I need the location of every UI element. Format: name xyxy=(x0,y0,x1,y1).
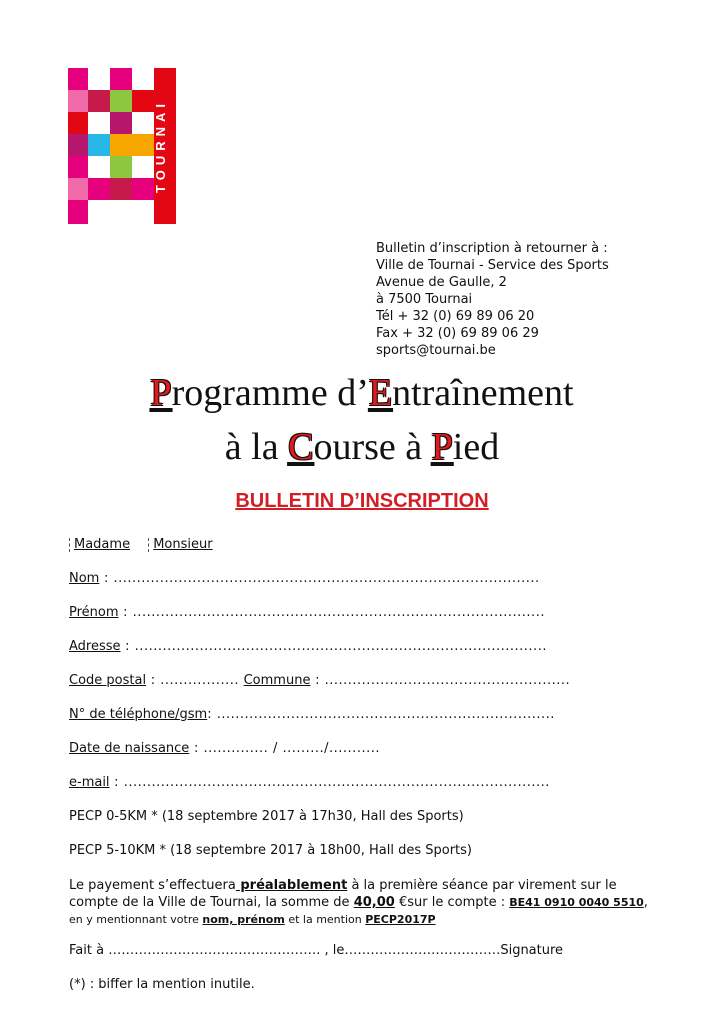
payment-emphasis: nom, prénom xyxy=(202,913,285,926)
telephone-dots[interactable]: : ......................................................................... xyxy=(207,707,555,722)
title-line-1 xyxy=(0,366,724,420)
email-field[interactable] xyxy=(69,775,629,790)
adresse-label: Adresse xyxy=(69,639,121,654)
title-text: ntraînement xyxy=(392,372,574,414)
title-text: ied xyxy=(452,426,500,468)
payment-info xyxy=(69,877,659,928)
address-email: sports@tournai.be xyxy=(376,343,496,358)
address-line: Tél + 32 (0) 69 89 06 20 xyxy=(376,309,535,324)
payment-reference: PECP2017P xyxy=(365,913,436,926)
payment-text: en y mentionnant votre xyxy=(69,913,203,926)
title-text: rogramme d’ xyxy=(171,372,369,414)
payment-line-2 xyxy=(69,894,659,911)
cp-label: Code postal xyxy=(69,673,147,688)
monsieur-option[interactable] xyxy=(148,537,212,552)
address-line: à 7500 Tournai xyxy=(376,292,473,307)
telephone-field[interactable] xyxy=(69,707,629,722)
payment-text: compte de la Ville de Tournai, la somme de xyxy=(69,895,354,910)
page-title xyxy=(0,366,724,474)
nom-label: Nom xyxy=(69,571,100,586)
email-label: e-mail xyxy=(69,775,110,790)
cp-commune-field[interactable] xyxy=(69,673,629,688)
civility-row xyxy=(69,537,629,552)
signature-line[interactable]: Fait à …………………………………………. , le………………………………Signature xyxy=(69,943,564,958)
form-subtitle: BULLETIN D’INSCRIPTION xyxy=(235,490,489,512)
pecp-option-1[interactable]: PECP 0-5KM * (18 septembre 2017 à 17h30, Hall des Sports) xyxy=(69,809,464,824)
logo-text: TOURNAI xyxy=(153,99,168,193)
address-line: Fax + 32 (0) 69 89 06 29 xyxy=(376,326,539,341)
commune-dots[interactable]: : ..................................................... xyxy=(310,673,571,688)
monsieur-checkbox[interactable] xyxy=(148,538,151,552)
address-block xyxy=(376,240,609,359)
nom-field[interactable] xyxy=(69,571,629,586)
payment-emphasis: préalablement xyxy=(235,878,348,893)
email-dots[interactable]: : ............................................................................................ xyxy=(109,775,550,790)
footnote: (*) : biffer la mention inutile. xyxy=(69,977,255,992)
payment-amount: 40,00 xyxy=(353,895,395,910)
title-initial: P xyxy=(150,372,172,414)
prenom-field[interactable] xyxy=(69,605,629,620)
commune-label: Commune xyxy=(243,673,311,688)
prenom-label: Prénom xyxy=(69,605,119,620)
nom-dots[interactable]: : ............................................................................................ xyxy=(99,571,540,586)
title-initial: E xyxy=(368,372,393,414)
payment-text: Le payement s’effectuera xyxy=(69,878,236,893)
madame-option[interactable] xyxy=(69,537,130,552)
address-line: Ville de Tournai - Service des Sports xyxy=(376,258,609,273)
madame-checkbox[interactable] xyxy=(69,538,72,552)
payment-line-1 xyxy=(69,877,659,894)
cp-dots[interactable]: : ................. xyxy=(146,673,244,688)
payment-text: et la mention xyxy=(284,913,366,926)
payment-account: BE41 0910 0040 5510 xyxy=(509,896,644,909)
monsieur-label: Monsieur xyxy=(153,537,213,552)
pecp-option-2[interactable]: PECP 5-10KM * (18 septembre 2017 à 18h00, Hall des Sports) xyxy=(69,843,472,858)
adresse-field[interactable] xyxy=(69,639,629,654)
title-line-2 xyxy=(0,420,724,474)
title-initial: C xyxy=(288,426,314,468)
madame-label: Madame xyxy=(74,537,131,552)
title-text: à la xyxy=(224,426,289,468)
title-text: ourse à xyxy=(313,426,432,468)
tournai-logo xyxy=(68,68,176,224)
payment-text: , xyxy=(643,895,648,910)
birthdate-dots[interactable]: : .............. / ........./........... xyxy=(189,741,380,756)
payment-text: à la première séance par virement sur le xyxy=(347,878,617,893)
address-line: Bulletin d’inscription à retourner à : xyxy=(376,241,608,256)
birthdate-label: Date de naissance xyxy=(69,741,190,756)
title-initial: P xyxy=(431,426,453,468)
adresse-dots[interactable]: : ......................................................................................... xyxy=(120,639,547,654)
prenom-dots[interactable]: : ......................................................................................... xyxy=(118,605,545,620)
telephone-label: N° de téléphone/gsm xyxy=(69,707,208,722)
birthdate-field[interactable] xyxy=(69,741,629,756)
payment-text: €sur le compte : xyxy=(394,895,510,910)
address-line: Avenue de Gaulle, 2 xyxy=(376,275,507,290)
payment-line-3 xyxy=(69,911,659,928)
